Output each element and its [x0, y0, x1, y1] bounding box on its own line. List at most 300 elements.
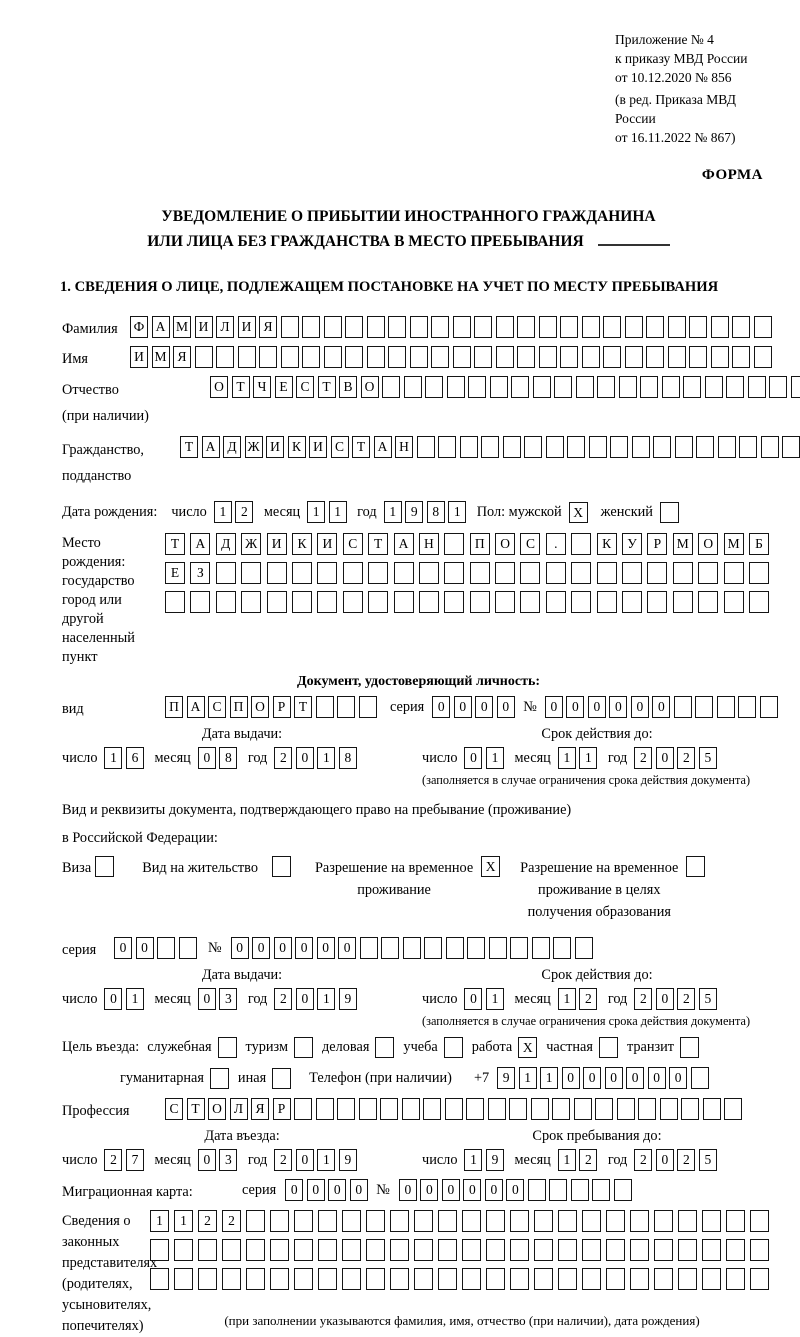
- char-box[interactable]: [241, 591, 261, 613]
- char-box[interactable]: 6: [126, 747, 144, 769]
- char-box[interactable]: [646, 346, 664, 368]
- char-box[interactable]: Р: [273, 696, 291, 718]
- char-box[interactable]: 2: [222, 1210, 241, 1232]
- char-box[interactable]: 2: [104, 1149, 122, 1171]
- char-box[interactable]: [552, 1098, 570, 1120]
- char-box[interactable]: [696, 436, 714, 458]
- char-box[interactable]: [503, 436, 521, 458]
- char-box[interactable]: [560, 316, 578, 338]
- char-box[interactable]: И: [267, 533, 287, 555]
- char-box[interactable]: 0: [296, 988, 314, 1010]
- char-box[interactable]: М: [173, 316, 191, 338]
- char-box[interactable]: 3: [219, 1149, 237, 1171]
- char-box[interactable]: [520, 562, 540, 584]
- char-box[interactable]: [662, 376, 680, 398]
- char-box[interactable]: [702, 1268, 721, 1290]
- char-box[interactable]: 0: [274, 937, 292, 959]
- char-box[interactable]: 0: [198, 747, 216, 769]
- char-box[interactable]: [582, 346, 600, 368]
- char-box[interactable]: 0: [562, 1067, 580, 1089]
- char-box[interactable]: [419, 591, 439, 613]
- char-box[interactable]: Т: [294, 696, 312, 718]
- char-box[interactable]: [343, 591, 363, 613]
- char-box[interactable]: [495, 562, 515, 584]
- char-box[interactable]: [748, 376, 766, 398]
- char-box[interactable]: [380, 1098, 398, 1120]
- char-box[interactable]: [711, 346, 729, 368]
- char-box[interactable]: [474, 346, 492, 368]
- char-box[interactable]: Б: [749, 533, 769, 555]
- char-box[interactable]: В: [339, 376, 357, 398]
- char-box[interactable]: [571, 562, 591, 584]
- char-box[interactable]: [553, 937, 571, 959]
- char-box[interactable]: Д: [216, 533, 236, 555]
- char-box[interactable]: [366, 1239, 385, 1261]
- char-box[interactable]: [496, 346, 514, 368]
- char-box[interactable]: [486, 1239, 505, 1261]
- char-box[interactable]: 2: [634, 1149, 652, 1171]
- char-box[interactable]: [732, 316, 750, 338]
- char-box[interactable]: 8: [219, 747, 237, 769]
- char-box[interactable]: [179, 937, 197, 959]
- char-box[interactable]: К: [292, 533, 312, 555]
- char-box[interactable]: [366, 1210, 385, 1232]
- char-box[interactable]: [603, 346, 621, 368]
- char-box[interactable]: [630, 1268, 649, 1290]
- char-box[interactable]: [462, 1210, 481, 1232]
- char-box[interactable]: [524, 436, 542, 458]
- char-box[interactable]: И: [309, 436, 327, 458]
- char-box[interactable]: [531, 1098, 549, 1120]
- char-box[interactable]: [660, 1098, 678, 1120]
- char-box[interactable]: X: [569, 502, 588, 523]
- char-box[interactable]: [466, 1098, 484, 1120]
- char-box[interactable]: [549, 1179, 567, 1201]
- char-box[interactable]: [444, 562, 464, 584]
- char-box[interactable]: [259, 346, 277, 368]
- char-box[interactable]: [486, 1210, 505, 1232]
- char-box[interactable]: 0: [652, 696, 670, 718]
- char-box[interactable]: [680, 1037, 699, 1058]
- char-box[interactable]: [417, 436, 435, 458]
- char-box[interactable]: [150, 1268, 169, 1290]
- char-box[interactable]: 0: [399, 1179, 417, 1201]
- char-box[interactable]: [654, 1210, 673, 1232]
- char-box[interactable]: П: [470, 533, 490, 555]
- char-box[interactable]: [318, 1239, 337, 1261]
- char-box[interactable]: [388, 346, 406, 368]
- char-box[interactable]: Т: [368, 533, 388, 555]
- char-box[interactable]: [517, 346, 535, 368]
- char-box[interactable]: [673, 591, 693, 613]
- char-box[interactable]: [539, 346, 557, 368]
- char-box[interactable]: [510, 937, 528, 959]
- char-box[interactable]: 2: [677, 988, 695, 1010]
- char-box[interactable]: [509, 1098, 527, 1120]
- char-box[interactable]: [424, 937, 442, 959]
- char-box[interactable]: 2: [579, 1149, 597, 1171]
- char-box[interactable]: 9: [405, 501, 423, 523]
- char-box[interactable]: [342, 1210, 361, 1232]
- char-box[interactable]: [292, 562, 312, 584]
- char-box[interactable]: [444, 591, 464, 613]
- char-box[interactable]: 1: [307, 501, 325, 523]
- char-box[interactable]: [425, 376, 443, 398]
- char-box[interactable]: [732, 346, 750, 368]
- char-box[interactable]: [444, 533, 464, 555]
- char-box[interactable]: 0: [420, 1179, 438, 1201]
- char-box[interactable]: 5: [699, 747, 717, 769]
- char-box[interactable]: [724, 591, 744, 613]
- char-box[interactable]: [606, 1239, 625, 1261]
- char-box[interactable]: 1: [104, 747, 122, 769]
- char-box[interactable]: [582, 316, 600, 338]
- char-box[interactable]: [495, 591, 515, 613]
- char-box[interactable]: [489, 937, 507, 959]
- char-box[interactable]: Е: [165, 562, 185, 584]
- char-box[interactable]: [660, 502, 679, 523]
- char-box[interactable]: Я: [259, 316, 277, 338]
- char-box[interactable]: [474, 316, 492, 338]
- char-box[interactable]: [470, 591, 490, 613]
- char-box[interactable]: 0: [285, 1179, 303, 1201]
- char-box[interactable]: [647, 591, 667, 613]
- char-box[interactable]: [337, 696, 355, 718]
- char-box[interactable]: [324, 346, 342, 368]
- char-box[interactable]: Л: [230, 1098, 248, 1120]
- char-box[interactable]: [343, 562, 363, 584]
- char-box[interactable]: 0: [609, 696, 627, 718]
- char-box[interactable]: 0: [104, 988, 122, 1010]
- char-box[interactable]: 0: [631, 696, 649, 718]
- char-box[interactable]: К: [597, 533, 617, 555]
- char-box[interactable]: [619, 376, 637, 398]
- char-box[interactable]: 1: [579, 747, 597, 769]
- char-box[interactable]: [368, 591, 388, 613]
- char-box[interactable]: [654, 1239, 673, 1261]
- char-box[interactable]: [695, 696, 713, 718]
- char-box[interactable]: 0: [350, 1179, 368, 1201]
- char-box[interactable]: [360, 937, 378, 959]
- char-box[interactable]: [198, 1239, 217, 1261]
- char-box[interactable]: И: [195, 316, 213, 338]
- char-box[interactable]: 0: [475, 696, 493, 718]
- char-box[interactable]: [520, 591, 540, 613]
- char-box[interactable]: [782, 436, 800, 458]
- char-box[interactable]: [294, 1239, 313, 1261]
- char-box[interactable]: [632, 436, 650, 458]
- char-box[interactable]: П: [165, 696, 183, 718]
- char-box[interactable]: [683, 376, 701, 398]
- char-box[interactable]: [750, 1210, 769, 1232]
- char-box[interactable]: [337, 1098, 355, 1120]
- char-box[interactable]: 2: [634, 747, 652, 769]
- char-box[interactable]: [640, 376, 658, 398]
- char-box[interactable]: 2: [677, 747, 695, 769]
- char-box[interactable]: 0: [295, 937, 313, 959]
- char-box[interactable]: [589, 436, 607, 458]
- char-box[interactable]: [445, 1098, 463, 1120]
- char-box[interactable]: [702, 1210, 721, 1232]
- char-box[interactable]: [571, 533, 591, 555]
- char-box[interactable]: [689, 346, 707, 368]
- char-box[interactable]: А: [374, 436, 392, 458]
- char-box[interactable]: [738, 696, 756, 718]
- char-box[interactable]: [270, 1268, 289, 1290]
- char-box[interactable]: И: [238, 316, 256, 338]
- char-box[interactable]: 1: [486, 988, 504, 1010]
- char-box[interactable]: Ч: [253, 376, 271, 398]
- char-box[interactable]: [281, 316, 299, 338]
- char-box[interactable]: 1: [317, 747, 335, 769]
- char-box[interactable]: [272, 856, 291, 877]
- char-box[interactable]: [342, 1268, 361, 1290]
- char-box[interactable]: [414, 1210, 433, 1232]
- char-box[interactable]: [281, 346, 299, 368]
- char-box[interactable]: С: [208, 696, 226, 718]
- char-box[interactable]: [534, 1210, 553, 1232]
- char-box[interactable]: [698, 562, 718, 584]
- char-box[interactable]: [558, 1239, 577, 1261]
- char-box[interactable]: 0: [626, 1067, 644, 1089]
- char-box[interactable]: [462, 1268, 481, 1290]
- char-box[interactable]: [238, 346, 256, 368]
- char-box[interactable]: [571, 1179, 589, 1201]
- char-box[interactable]: 0: [566, 696, 584, 718]
- char-box[interactable]: [705, 376, 723, 398]
- char-box[interactable]: А: [152, 316, 170, 338]
- char-box[interactable]: И: [317, 533, 337, 555]
- char-box[interactable]: [390, 1210, 409, 1232]
- char-box[interactable]: С: [165, 1098, 183, 1120]
- char-box[interactable]: 0: [669, 1067, 687, 1089]
- char-box[interactable]: [318, 1268, 337, 1290]
- char-box[interactable]: [560, 346, 578, 368]
- char-box[interactable]: [414, 1239, 433, 1261]
- char-box[interactable]: [302, 346, 320, 368]
- char-box[interactable]: Н: [419, 533, 439, 555]
- char-box[interactable]: [622, 591, 642, 613]
- char-box[interactable]: [190, 591, 210, 613]
- char-box[interactable]: [414, 1268, 433, 1290]
- char-box[interactable]: [653, 436, 671, 458]
- char-box[interactable]: [468, 376, 486, 398]
- char-box[interactable]: [597, 562, 617, 584]
- char-box[interactable]: [388, 316, 406, 338]
- char-box[interactable]: О: [208, 1098, 226, 1120]
- char-box[interactable]: [750, 1268, 769, 1290]
- char-box[interactable]: [539, 316, 557, 338]
- char-box[interactable]: [606, 1210, 625, 1232]
- char-box[interactable]: [582, 1239, 601, 1261]
- char-box[interactable]: [270, 1210, 289, 1232]
- char-box[interactable]: [402, 1098, 420, 1120]
- char-box[interactable]: [404, 376, 422, 398]
- char-box[interactable]: Т: [187, 1098, 205, 1120]
- char-box[interactable]: [668, 316, 686, 338]
- char-box[interactable]: X: [481, 856, 500, 877]
- char-box[interactable]: 1: [317, 988, 335, 1010]
- char-box[interactable]: [534, 1268, 553, 1290]
- char-box[interactable]: 1: [448, 501, 466, 523]
- char-box[interactable]: Н: [395, 436, 413, 458]
- char-box[interactable]: 2: [579, 988, 597, 1010]
- char-box[interactable]: [496, 316, 514, 338]
- char-box[interactable]: 0: [338, 937, 356, 959]
- char-box[interactable]: [481, 436, 499, 458]
- char-box[interactable]: У: [622, 533, 642, 555]
- char-box[interactable]: [510, 1210, 529, 1232]
- char-box[interactable]: 1: [150, 1210, 169, 1232]
- char-box[interactable]: [222, 1268, 241, 1290]
- char-box[interactable]: [603, 316, 621, 338]
- char-box[interactable]: С: [296, 376, 314, 398]
- char-box[interactable]: [324, 316, 342, 338]
- char-box[interactable]: [673, 562, 693, 584]
- char-box[interactable]: [438, 1210, 457, 1232]
- char-box[interactable]: Я: [251, 1098, 269, 1120]
- char-box[interactable]: 0: [198, 988, 216, 1010]
- char-box[interactable]: 0: [252, 937, 270, 959]
- char-box[interactable]: П: [230, 696, 248, 718]
- char-box[interactable]: М: [724, 533, 744, 555]
- char-box[interactable]: [446, 937, 464, 959]
- char-box[interactable]: [210, 1068, 229, 1089]
- char-box[interactable]: [614, 1179, 632, 1201]
- char-box[interactable]: 0: [463, 1179, 481, 1201]
- char-box[interactable]: 0: [454, 696, 472, 718]
- char-box[interactable]: 1: [558, 747, 576, 769]
- char-box[interactable]: 9: [339, 988, 357, 1010]
- char-box[interactable]: 9: [497, 1067, 515, 1089]
- char-box[interactable]: 0: [442, 1179, 460, 1201]
- char-box[interactable]: [724, 562, 744, 584]
- char-box[interactable]: 2: [677, 1149, 695, 1171]
- char-box[interactable]: 1: [519, 1067, 537, 1089]
- char-box[interactable]: [686, 856, 705, 877]
- char-box[interactable]: [534, 1239, 553, 1261]
- char-box[interactable]: [647, 562, 667, 584]
- char-box[interactable]: [791, 376, 800, 398]
- char-box[interactable]: [447, 376, 465, 398]
- char-box[interactable]: М: [152, 346, 170, 368]
- char-box[interactable]: [749, 591, 769, 613]
- char-box[interactable]: [558, 1268, 577, 1290]
- char-box[interactable]: [438, 1239, 457, 1261]
- char-box[interactable]: [195, 346, 213, 368]
- char-box[interactable]: [367, 316, 385, 338]
- char-box[interactable]: [630, 1210, 649, 1232]
- char-box[interactable]: 0: [506, 1179, 524, 1201]
- char-box[interactable]: [95, 856, 114, 877]
- char-box[interactable]: 0: [317, 937, 335, 959]
- char-box[interactable]: 8: [339, 747, 357, 769]
- char-box[interactable]: [582, 1268, 601, 1290]
- char-box[interactable]: 3: [219, 988, 237, 1010]
- char-box[interactable]: И: [130, 346, 148, 368]
- char-box[interactable]: [654, 1268, 673, 1290]
- char-box[interactable]: [294, 1098, 312, 1120]
- char-box[interactable]: Т: [180, 436, 198, 458]
- char-box[interactable]: Л: [216, 316, 234, 338]
- char-box[interactable]: [703, 1098, 721, 1120]
- char-box[interactable]: [582, 1210, 601, 1232]
- char-box[interactable]: [610, 436, 628, 458]
- char-box[interactable]: [617, 1098, 635, 1120]
- char-box[interactable]: [246, 1210, 265, 1232]
- char-box[interactable]: [554, 376, 572, 398]
- char-box[interactable]: [218, 1037, 237, 1058]
- char-box[interactable]: 1: [214, 501, 232, 523]
- char-box[interactable]: Ж: [241, 533, 261, 555]
- char-box[interactable]: [467, 937, 485, 959]
- char-box[interactable]: 0: [296, 1149, 314, 1171]
- char-box[interactable]: А: [190, 533, 210, 555]
- char-box[interactable]: [317, 591, 337, 613]
- char-box[interactable]: [270, 1239, 289, 1261]
- char-box[interactable]: [533, 376, 551, 398]
- char-box[interactable]: 1: [464, 1149, 482, 1171]
- char-box[interactable]: [345, 316, 363, 338]
- char-box[interactable]: О: [495, 533, 515, 555]
- char-box[interactable]: [453, 346, 471, 368]
- char-box[interactable]: [638, 1098, 656, 1120]
- char-box[interactable]: Ж: [245, 436, 263, 458]
- char-box[interactable]: [576, 376, 594, 398]
- char-box[interactable]: [359, 696, 377, 718]
- char-box[interactable]: [367, 346, 385, 368]
- char-box[interactable]: 2: [274, 1149, 292, 1171]
- char-box[interactable]: О: [251, 696, 269, 718]
- char-box[interactable]: М: [673, 533, 693, 555]
- char-box[interactable]: 2: [198, 1210, 217, 1232]
- char-box[interactable]: [724, 1098, 742, 1120]
- char-box[interactable]: Т: [352, 436, 370, 458]
- char-box[interactable]: 1: [126, 988, 144, 1010]
- char-box[interactable]: [717, 696, 735, 718]
- char-box[interactable]: [198, 1268, 217, 1290]
- char-box[interactable]: [761, 436, 779, 458]
- char-box[interactable]: [174, 1268, 193, 1290]
- char-box[interactable]: [592, 1179, 610, 1201]
- char-box[interactable]: 1: [174, 1210, 193, 1232]
- char-box[interactable]: [546, 436, 564, 458]
- char-box[interactable]: [622, 562, 642, 584]
- char-box[interactable]: 1: [558, 1149, 576, 1171]
- char-box[interactable]: 1: [486, 747, 504, 769]
- char-box[interactable]: [302, 316, 320, 338]
- char-box[interactable]: [711, 316, 729, 338]
- char-box[interactable]: [595, 1098, 613, 1120]
- char-box[interactable]: [294, 1210, 313, 1232]
- char-box[interactable]: [668, 346, 686, 368]
- char-box[interactable]: [486, 1268, 505, 1290]
- char-box[interactable]: [157, 937, 175, 959]
- char-box[interactable]: [490, 376, 508, 398]
- char-box[interactable]: [574, 1098, 592, 1120]
- char-box[interactable]: [342, 1239, 361, 1261]
- char-box[interactable]: [292, 591, 312, 613]
- char-box[interactable]: [444, 1037, 463, 1058]
- char-box[interactable]: [739, 436, 757, 458]
- char-box[interactable]: А: [187, 696, 205, 718]
- char-box[interactable]: Е: [275, 376, 293, 398]
- char-box[interactable]: [394, 591, 414, 613]
- char-box[interactable]: О: [361, 376, 379, 398]
- char-box[interactable]: [597, 591, 617, 613]
- char-box[interactable]: [438, 436, 456, 458]
- char-box[interactable]: А: [202, 436, 220, 458]
